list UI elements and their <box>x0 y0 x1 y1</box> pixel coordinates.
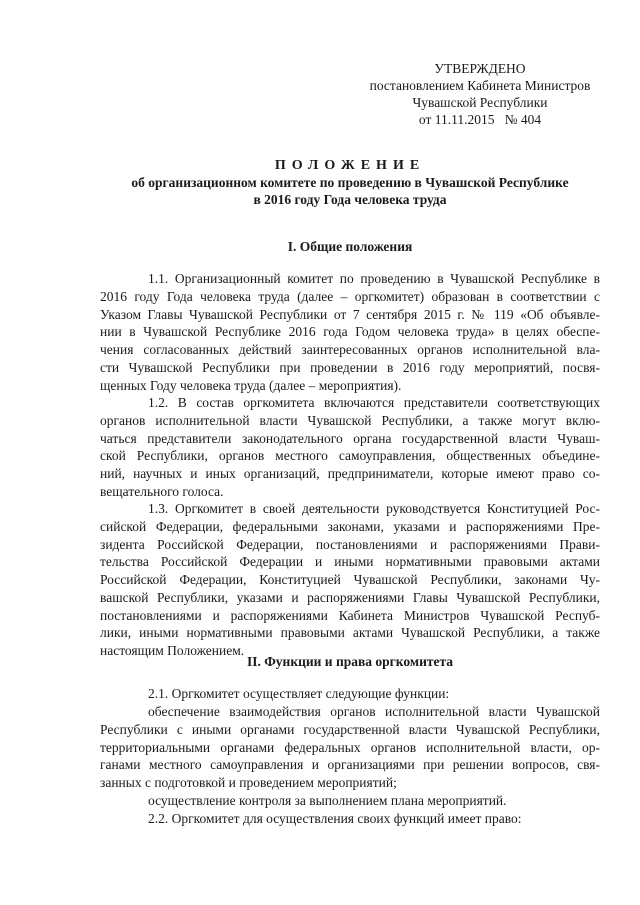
text-line: Российской Федерации, Конституцией Чувашской Республики, законами Чу- <box>100 572 600 587</box>
text-line: чаться представители законодательного органа государственной власти Чуваш- <box>100 430 600 446</box>
paragraph-2-1-item-2 <box>100 792 600 810</box>
text-line: занных с подготовкой и проведением мероприятий; <box>100 775 397 790</box>
text-line: настоящим Положением. <box>100 643 245 658</box>
text-line: 1.2. В состав оргкомитета включаются представители соответствующих <box>148 395 600 410</box>
text-line: щенных Году человека труда (далее – мероприятия). <box>100 377 402 393</box>
approval-authority: постановлением Кабинета Министров <box>369 78 591 93</box>
approval-label: УТВЕРЖДЕНО <box>434 61 526 76</box>
document-title <box>100 157 600 208</box>
text-line: территориальными органами федеральных органов исполнительной власти, ор- <box>100 739 600 755</box>
paragraph-2-2 <box>100 810 600 828</box>
text-line: тельства Российской Федерации и иными нормативными правовыми актами <box>100 554 600 570</box>
text-line: 2016 году Года человека труда (далее – оргкомитет) образован в соответствии с <box>100 288 600 304</box>
section-1-heading: I. Общие положения <box>287 239 413 254</box>
text-line: осуществление контроля за выполнением плана мероприятий. <box>148 793 507 808</box>
text-line: 1.3. Оргкомитет в своей деятельности руководствуется Конституцией Рос- <box>148 501 600 516</box>
paragraph-1-3 <box>100 500 600 660</box>
text-line: Республики с иными органами государственной власти Чувашской Республики, <box>100 721 600 737</box>
text-line: сти Чувашской Республики при проведении в 2016 году мероприятий, посвя- <box>100 359 600 375</box>
text-line: зидента Российской Федерации, постановлениями и распоряжениями Прави- <box>100 536 600 552</box>
text-line: ской Республики, органов местного самоуправления, общественных объедине- <box>100 448 600 464</box>
approval-stamp <box>360 60 600 128</box>
text-line: лики, иными нормативными правовыми актами Чувашской Республики, а также <box>100 625 600 641</box>
paragraph-1-1 <box>100 270 600 394</box>
document-heading: ПОЛОЖЕНИЕ <box>274 158 426 173</box>
document-subtitle-line-1: об организационном комитете по проведению в Чувашской Республике <box>131 175 569 190</box>
paragraph-2-1-item-1 <box>100 703 600 792</box>
text-line: 2.2. Оргкомитет для осуществления своих функций имеет право: <box>148 811 522 826</box>
paragraph-1-2 <box>100 394 600 501</box>
text-line: вашской Республики, указами и распоряжениями Главы Чувашской Республики, <box>100 589 600 605</box>
text-line: Указом Главы Чувашской Республики от 7 сентября 2015 г. № 119 «Об объявле- <box>100 306 600 322</box>
text-line: ганами местного самоуправления и организациями при решении вопросов, свя- <box>100 757 600 773</box>
approval-date-number: от 11.11.2015 № 404 <box>418 112 542 127</box>
paragraph-2-1 <box>100 685 600 703</box>
text-line: 1.1. Организационный комитет по проведению в Чувашской Республике в <box>148 271 600 286</box>
text-line: органов исполнительной власти Чувашской Республики, а также могут вклю- <box>100 412 600 428</box>
document-subtitle-line-2: в 2016 году Года человека труда <box>253 192 447 207</box>
text-line: вещательного голоса. <box>100 483 224 499</box>
text-line: сийской Федерации, федеральными законами, указами и распоряжениями Пре- <box>100 518 600 534</box>
approval-region: Чувашской Республики <box>412 95 548 110</box>
text-line: чения согласованных действий заинтересованных органов исполнительной вла- <box>100 342 600 357</box>
text-line: обеспечение взаимодействия органов исполнительной власти Чувашской <box>148 704 600 719</box>
section-2-heading: II. Функции и права оргкомитета <box>246 654 454 669</box>
text-line: постановлениями и распоряжениями Кабинета Министров Чувашской Респуб- <box>100 607 600 623</box>
text-line: 2.1. Оргкомитет осуществляет следующие функции: <box>148 686 450 701</box>
text-line: нии в Чувашской Республике 2016 года Годом человека труда» в целях обеспе- <box>100 324 600 340</box>
text-line: ний, научных и иных организаций, предприниматели, которые имеют право со- <box>100 466 600 481</box>
